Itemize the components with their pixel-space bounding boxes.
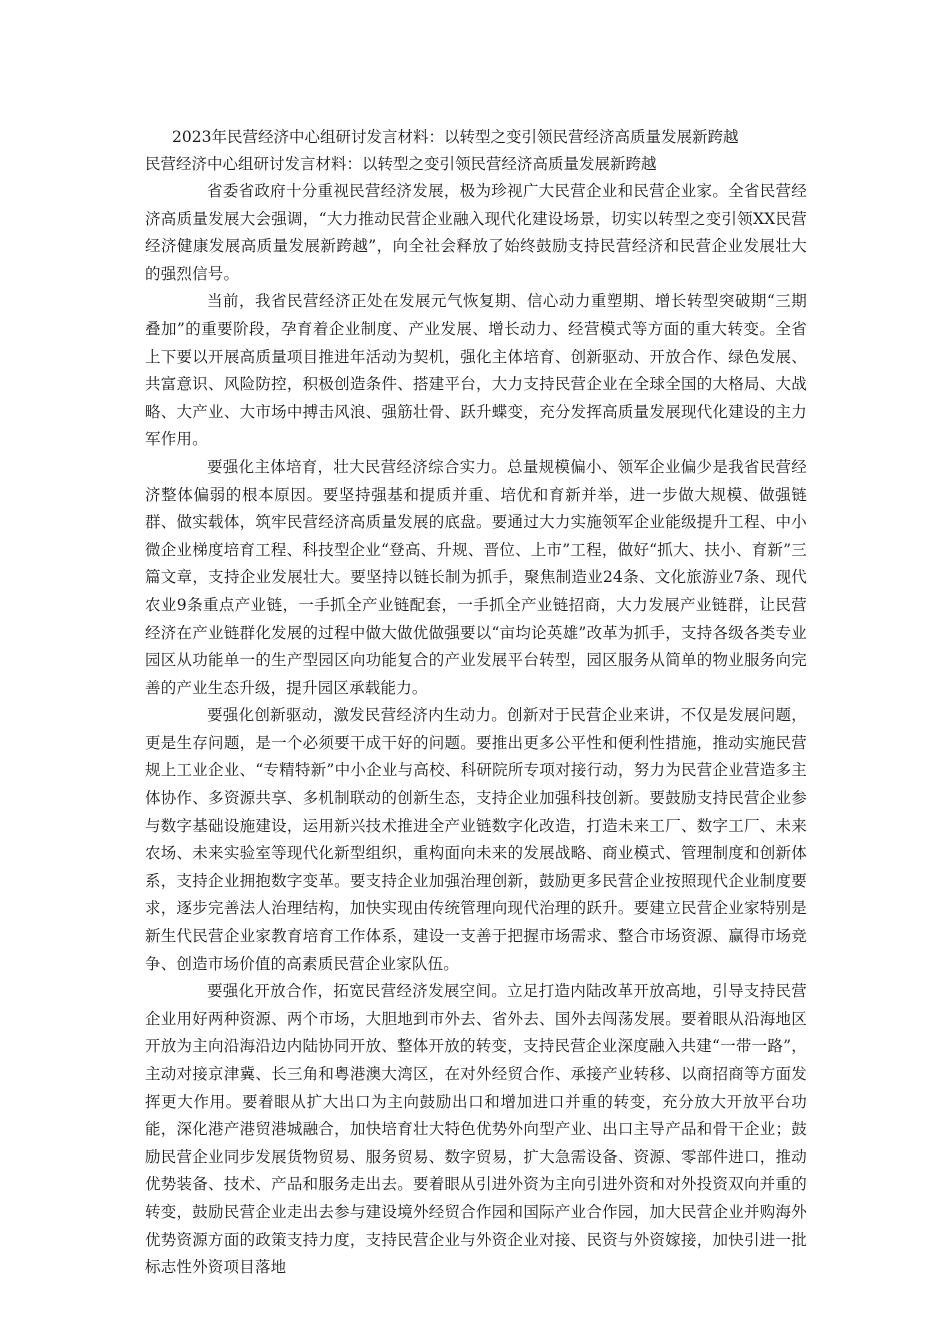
- paragraph-innovation: 要强化创新驱动，激发民营经济内生动力。创新对于民营企业来讲，不仅是发展问题，更是生存问题，是一个必须要干成干好的问题。要推出更多公平性和便利性措施，推动实施民营规上工业企业、“专精特新”中小企业与高校、科研院所专项对接行动，努力为民营企业营造多主体协作、多资源共享、多机制联动的创新生态，支持企业加强科技创新。要鼓励支持民营企业参与数字基础设施建设，运用新兴技术推进全产业链数字化改造，打造未来工厂、数字工厂、未来农场、未来实验室等现代化新型组织，重构面向未来的发展战略、商业模式、管理制度和创新体系，支持企业拥抱数字变革。要支持企业加强治理创新，鼓励更多民营企业按照现代企业制度要求，逐步完善法人治理结构，加快实现由传统管理向现代治理的跃升。要建立民营企业家特别是新生代民营企业家教育培育工作体系，建设一支善于把握市场需求、整合市场资源、赢得市场竞争、创造市场价值的高素质民营企业家队伍。: [145, 706, 807, 973]
- paragraph-entity-cultivation: 要强化主体培育，壮大民营经济综合实力。总量规模偏小、领军企业偏少是我省民营经济整体偏弱的根本原因。要坚持强基和提质并重、培优和育新并举，进一步做大规模、做强链群、做实载体，筑牢民营经济高质量发展的底盘。要通过大力实施领军企业能级提升工程、中小微企业梯度培育工程、科技型企业“登高、升规、晋位、上市”工程，做好“抓大、扶小、育新”三篇文章，支持企业发展壮大。要坚持以链长制为抓手，聚焦制造业24条、文化旅游业7条、现代农业9条重点产业链，一手抓全产业链配套，一手抓全产业链招商，大力发展产业链群，让民营经济在产业链群化发展的过程中做大做优做强要以“亩均论英雄”改革为抓手，支持各级各类专业园区从功能单一的生产型园区向功能复合的产业发展平台转型，园区服务从简单的物业服务向完善的产业生态升级，提升园区承载能力。: [145, 457, 807, 697]
- paragraph-opening-up: 要强化开放合作，拓宽民营经济发展空间。立足打造内陆改革开放高地，引导支持民营企业用好两种资源、两个市场，大胆地到市外去、省外去、国外去闯荡发展。要着眼从沿海地区开放为主向沿海沿边内陆协同开放、整体开放的转变，支持民营企业深度融入共建“一带一路”，主动对接京津冀、长三角和粤港澳大湾区，在对外经贸合作、承接产业转移、以商招商等方面发挥更大作用。要着眼从扩大出口为主向鼓励出口和增加进口并重的转变，充分放大开放平台功能，深化港产港贸港城融合，加快培育壮大特色优势外向型产业、出口主导产品和骨干企业；鼓励民营企业同步发展货物贸易、服务贸易、数字贸易，扩大急需设备、资源、零部件进口，推动优势装备、技术、产品和服务走出去。要着眼从引进外资为主向引进外资和对外投资双向并重的转变，鼓励民营企业走出去参与建设境外经贸合作园和国际产业合作园，加大民营企业并购海外优势资源方面的政策支持力度，支持民营企业与外资企业对接、民资与外资嫁接，加快引进一批标志性外资项目落地: [145, 982, 807, 1277]
- paragraph-intro: 省委省政府十分重视民营经济发展，极为珍视广大民营企业和民营企业家。全省民营经济高质量发展大会强调，“大力推动民营企业融入现代化建设场景，切实以转型之变引领XX民营经济健康发展高质量发展新跨越”，向全社会释放了始终鼓励支持民营经济和民营企业发展壮大的强烈信号。: [145, 182, 807, 283]
- document-subtitle: 民营经济中心组研讨发言材料：以转型之变引领民营经济高质量发展新跨越: [145, 155, 657, 173]
- paragraph-current-situation: 当前，我省民营经济正处在发展元气恢复期、信心动力重塑期、增长转型突破期“三期叠加”的重要阶段，孕育着企业制度、产业发展、增长动力、经营模式等方面的重大转变。全省上下要以开展高质量项目推进年活动为契机，强化主体培育、创新驱动、开放合作、绿色发展、共富意识、风险防控，积极创造条件、搭建平台，大力支持民营企业在全球全国的大格局、大战略、大产业、大市场中搏击风浪、强筋壮骨、跃升蝶变，充分发挥高质量发展现代化建设的主力军作用。: [145, 292, 807, 449]
- document-title: 2023年民营经济中心组研讨发言材料：以转型之变引领民营经济高质量发展新跨越: [172, 128, 739, 146]
- document-page: [145, 124, 807, 1282]
